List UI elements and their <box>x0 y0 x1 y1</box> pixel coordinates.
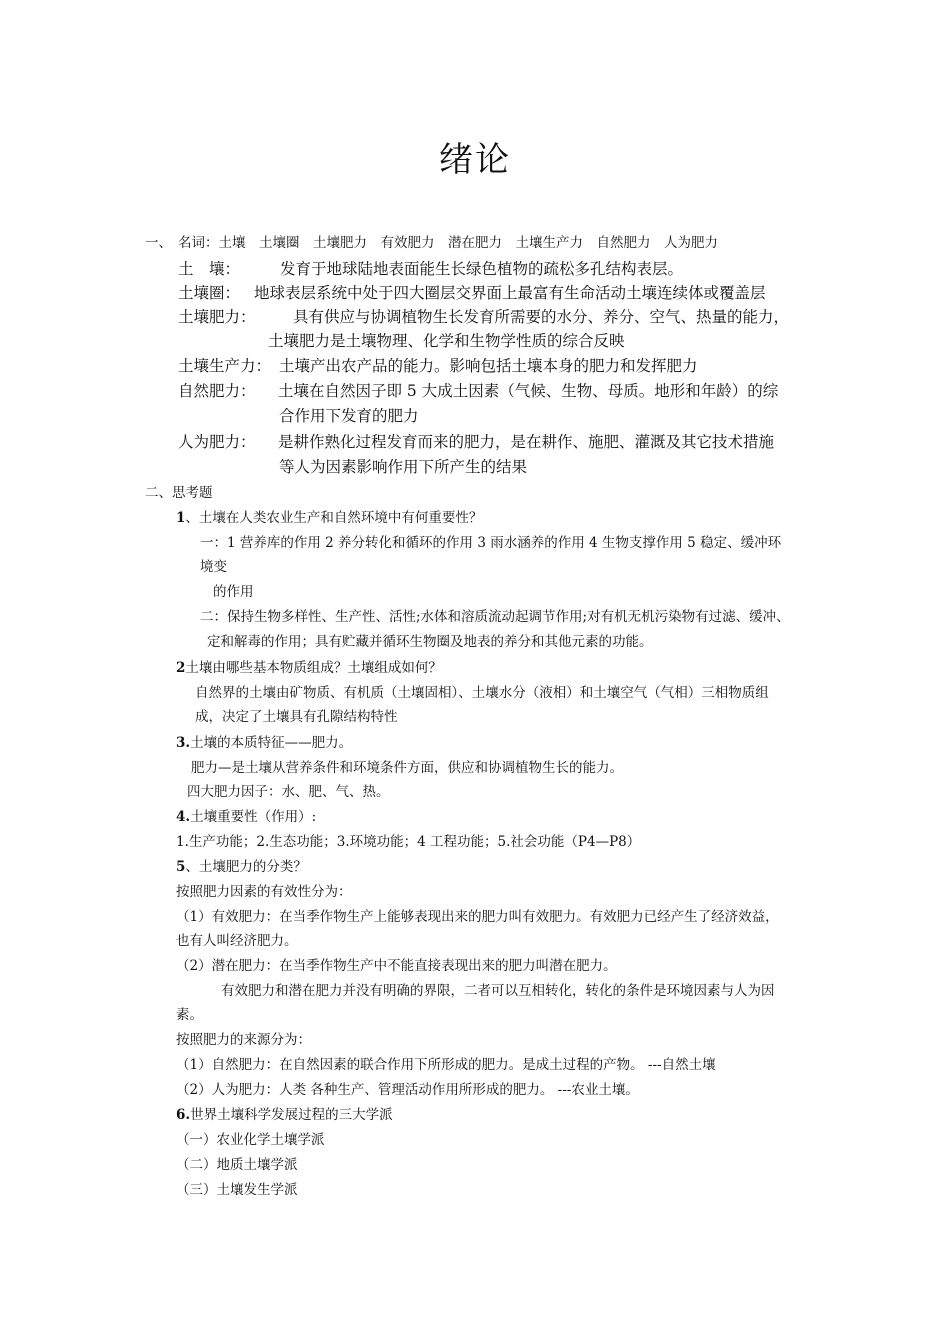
answer-line: 有效肥力和潜在肥力并没有明确的界限，二者可以互相转化，转化的条件是环境因素与人为因 <box>221 983 775 999</box>
question-number: 1 <box>176 510 186 526</box>
list-item: （三）土壤发生学派 <box>176 1182 298 1198</box>
list-item: （一）农业化学土壤学派 <box>176 1132 325 1148</box>
answer-line: 境变 <box>200 559 227 575</box>
question-6 <box>176 1105 393 1125</box>
list-item: （二）地质土壤学派 <box>176 1157 298 1173</box>
question-2 <box>176 658 442 678</box>
def-text: 土壤在自然因子即 5 大成土因素（气候、生物、母质。地形和年龄）的综 <box>278 382 779 400</box>
answer-line: 二：保持生物多样性、生产性、活性;水体和溶质流动起调节作用;对有机无机污染物有过滤、缓冲、 <box>200 609 790 625</box>
def-text: 是耕作熟化过程发育而来的肥力，是在耕作、施肥、灌溉及其它技术措施 <box>278 433 775 451</box>
answer-line: 1.生产功能；2.生态功能；3.环境功能；4 工程功能；5.社会功能（P4—P8） <box>176 834 641 850</box>
answer-line: 肥力—是土壤从营养条件和环境条件方面，供应和协调植物生长的能力。 <box>191 760 623 776</box>
question-text: 土壤的本质特征——肥力。 <box>190 735 353 751</box>
question-number: 3. <box>176 735 191 751</box>
question-1 <box>176 508 482 528</box>
answer-line: 按照肥力因素的有效性分为： <box>176 884 352 900</box>
page-title: 绪论 <box>439 140 511 180</box>
answer-line: 成，决定了土壤具有孔隙结构特性 <box>195 709 398 725</box>
question-5 <box>176 857 307 877</box>
answer-line: 按照肥力的来源分为： <box>176 1032 311 1048</box>
section1-number: 一、 <box>145 235 172 251</box>
def-text: 发育于地球陆地表面能生长绿色植物的疏松多孔结构表层。 <box>280 260 684 278</box>
question-text: 土壤由哪些基本物质组成？土壤组成如何？ <box>185 660 442 676</box>
question-number: 6. <box>176 1107 191 1123</box>
def-term: 土壤圈： <box>178 284 241 302</box>
def-text-cont: 等人为因素影响作用下所产生的结果 <box>279 458 528 476</box>
answer-line: 自然界的土壤由矿物质、有机质（土壤固相）、土壤水分（液相）和土壤空气（气相）三相物质组 <box>195 685 769 701</box>
def-term: 土 壤： <box>178 260 241 278</box>
answer-line: 也有人叫经济肥力。 <box>176 933 298 949</box>
answer-line: 一：1 营养库的作用 2 养分转化和循环的作用 3 雨水涵养的作用 4 生物支撑作用 5 稳定、缓冲环 <box>200 535 782 551</box>
answer-line: （1）自然肥力：在自然因素的联合作用下所形成的肥力。是成土过程的产物。 ---自然土壤 <box>176 1057 716 1073</box>
def-term: 人为肥力： <box>178 433 256 451</box>
def-text-cont: 合作用下发育的肥力 <box>279 407 419 425</box>
def-text: 地球表层系统中处于四大圈层交界面上最富有生命活动土壤连续体或覆盖层 <box>254 284 766 302</box>
answer-line: （2）潜在肥力：在当季作物生产中不能直接表现出来的肥力叫潜在肥力。 <box>176 958 617 974</box>
question-text: 、土壤肥力的分类？ <box>185 859 307 875</box>
question-4 <box>176 807 316 827</box>
question-number: 4. <box>176 809 191 825</box>
answer-line: 定和解毒的作用；具有贮藏并循环生物圈及地表的养分和其他元素的功能。 <box>207 634 653 650</box>
answer-line: 的作用 <box>213 584 254 600</box>
def-term: 自然肥力： <box>178 382 256 400</box>
question-number: 5 <box>176 859 186 875</box>
answer-line: （2）人为肥力：人类 各种生产、管理活动作用所形成的肥力。 ---农业土壤。 <box>176 1082 639 1098</box>
question-number: 2 <box>176 660 186 676</box>
answer-line: 素。 <box>176 1007 203 1023</box>
def-text: 土壤产出农产品的能力。影响包括土壤本身的肥力和发挥肥力 <box>279 357 698 375</box>
def-text: 具有供应与协调植物生长发育所需要的水分、养分、空气、热量的能力， <box>293 308 790 326</box>
def-text-cont: 土壤肥力是土壤物理、化学和生物学性质的综合反映 <box>268 332 625 350</box>
question-text: 土壤重要性（作用）: <box>190 809 317 825</box>
question-3 <box>176 733 352 753</box>
def-term: 土壤肥力： <box>178 308 256 326</box>
question-text: 、土壤在人类农业生产和自然环境中有何重要性？ <box>185 510 483 526</box>
answer-line: （1）有效肥力：在当季作物生产上能够表现出来的肥力叫有效肥力。有效肥力已经产生了经济效益， <box>176 909 779 925</box>
section2-heading: 二、思考题 <box>145 485 213 501</box>
def-term: 土壤生产力： <box>178 357 272 375</box>
section1-heading: 名词：土壤 土壤圈 土壤肥力 有效肥力 潜在肥力 土壤生产力 自然肥力 人为肥力 <box>178 235 718 251</box>
answer-line: 四大肥力因子：水、肥、气、热。 <box>187 784 390 800</box>
question-text: 世界土壤科学发展过程的三大学派 <box>190 1107 393 1123</box>
